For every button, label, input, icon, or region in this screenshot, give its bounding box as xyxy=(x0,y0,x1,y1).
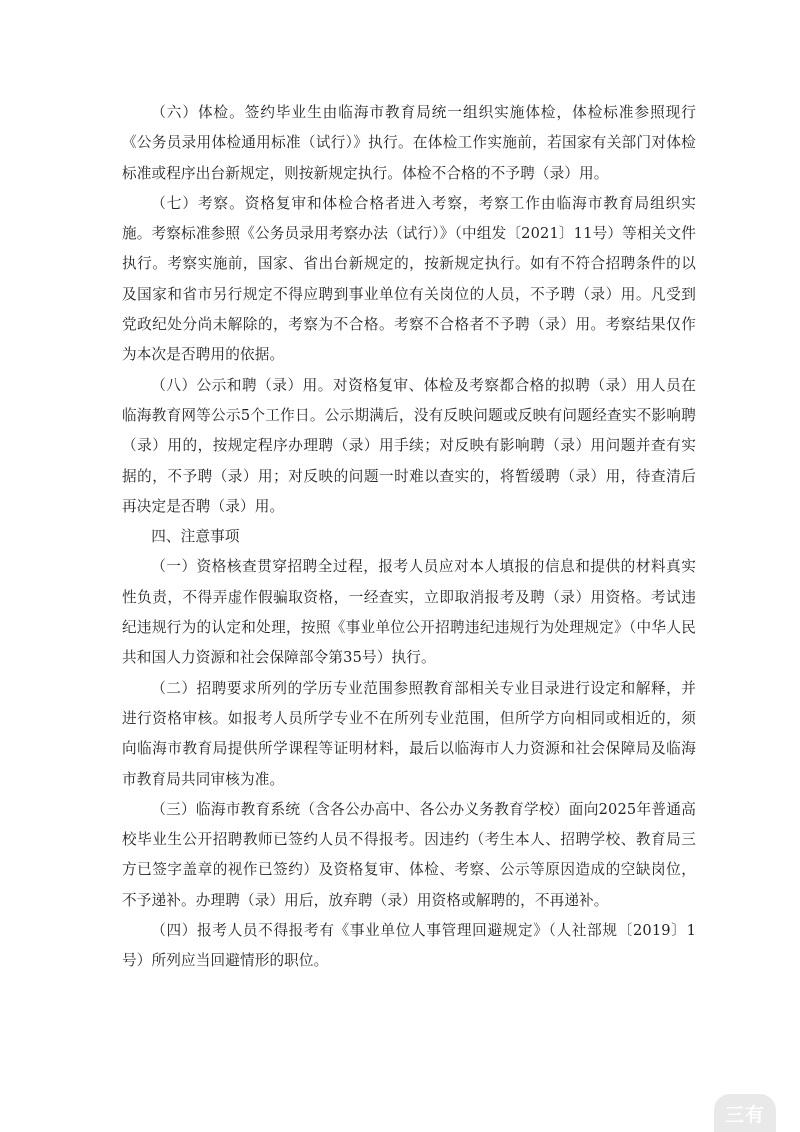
section-heading-notes: 四、注意事项 xyxy=(151,528,240,546)
paragraph-physical-exam: （六）体检。签约毕业生由临海市教育局统一组织实施体检，体检标准参照现行《公务员录用体检通用标准（试行）》执行。在体检工作实施前，若国家有关部门对体检标准或程序出台新规定，则按新规定执行。体检不合格的不予聘（录）用。 xyxy=(122,104,696,182)
watermark-logo-label: 三有 xyxy=(724,1103,765,1126)
watermark-logo-badge[interactable] xyxy=(714,1094,776,1132)
paragraph-note-3: （三）临海市教育系统（含各公办高中、各公办义务教育学校）面向2025年普通高校毕业生公开招聘教师已签约人员不得报考。因违约（考生本人、招聘学校、教育局三方已签字盖章的视作已签约）及资格复审、体检、考察、公示等原因造成的空缺岗位，不予递补。办理聘（录）用后，放弃聘（录）用资格或解聘的，不再递补。 xyxy=(122,800,696,909)
paragraph-note-1: （一）资格核查贯穿招聘全过程，报考人员应对本人填报的信息和提供的材料真实性负责，不得弄虚作假骗取资格，一经查实，立即取消报考及聘（录）用资格。考试违纪违规行为的认定和处理，按照《事业单位公开招聘违纪违规行为处理规定》（中华人民共和国人力资源和社会保障部令第35号）执行。 xyxy=(122,558,696,667)
paragraph-note-4: （四）报考人员不得报考有《事业单位人事管理回避规定》（人社部规〔2019〕1号）所列应当回避情形的职位。 xyxy=(122,922,696,970)
paragraph-note-2: （二）招聘要求所列的学历专业范围参照教育部相关专业目录进行设定和解释，并进行资格审核。如报考人员所学专业不在所列专业范围，但所学方向相同或相近的，须向临海市教育局提供所学课程等证明材料，最后以临海市人力资源和社会保障局及临海市教育局共同审核为准。 xyxy=(122,679,696,788)
paragraph-publicity-hiring: （八）公示和聘（录）用。对资格复审、体检及考察都合格的拟聘（录）用人员在临海教育网等公示5个工作日。公示期满后，没有反映问题或反映有问题经查实不影响聘（录）用的，按规定程序办理聘（录）用手续；对反映有影响聘（录）用问题并查有实据的，不予聘（录）用；对反映的问题一时难以查实的，将暂缓聘（录）用，待查清后再决定是否聘（录）用。 xyxy=(122,376,696,515)
paragraph-inspection: （七）考察。资格复审和体检合格者进入考察，考察工作由临海市教育局组织实施。考察标准参照《公务员录用考察办法（试行）》（中组发〔2021〕11号）等相关文件执行。考察实施前，国家、省出台新规定的，按新规定执行。如有不符合招聘条件的以及国家和省市另行规定不得应聘到事业单位有关岗位的人员，不予聘（录）用。凡受到党政纪处分尚未解除的，考察为不合格。考察不合格者不予聘（录）用。考察结果仅作为本次是否聘用的依据。 xyxy=(122,194,696,364)
